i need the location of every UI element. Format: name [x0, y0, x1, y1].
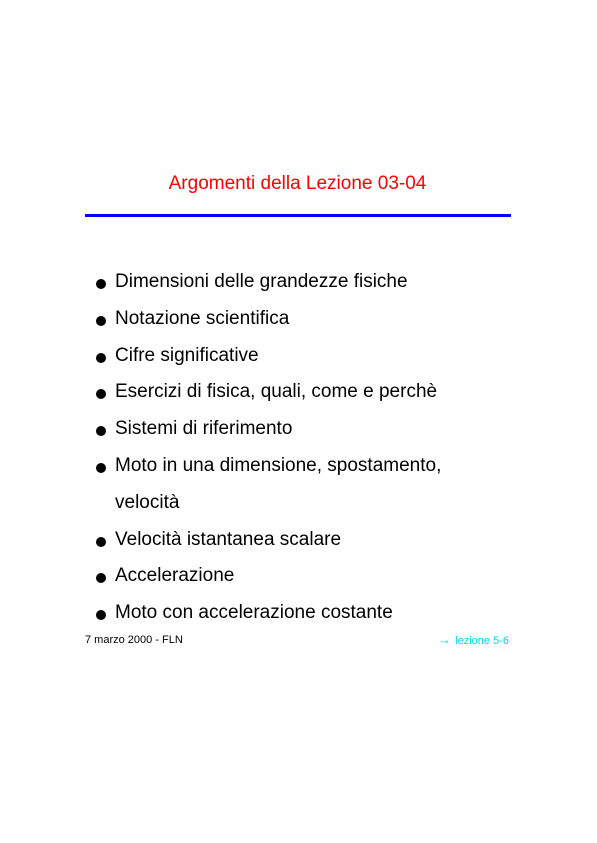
slide-title: Argomenti della Lezione 03-04: [168, 173, 427, 194]
list-item: [96, 411, 516, 448]
list-item: [96, 595, 516, 632]
list-item-text: Notazione scientifica: [115, 307, 290, 329]
list-item-text: Dimensioni delle grandezze fisiche: [115, 271, 408, 292]
footer-date: 7 marzo 2000 - FLN: [85, 634, 183, 646]
topic-list: [96, 264, 516, 632]
list-item: [96, 374, 516, 411]
next-lesson-label: lezione 5-6: [455, 635, 509, 647]
list-item-text: Moto con accelerazione costante: [115, 602, 393, 624]
bullet-icon: [96, 537, 106, 547]
bullet-icon: [96, 610, 106, 620]
list-item-text: Accelerazione: [115, 565, 235, 587]
bullet-icon: [96, 463, 106, 473]
arrow-right-icon: →: [438, 632, 452, 647]
list-item: [96, 338, 516, 375]
list-item-text: Sistemi di riferimento: [115, 418, 293, 440]
list-item-text: Esercizi di fisica, quali, come e perchè: [115, 381, 438, 403]
bullet-icon: [96, 426, 106, 436]
bullet-icon: [96, 316, 106, 326]
list-item-text: Moto in una dimensione, spostamento, velocità: [115, 454, 442, 513]
list-item: [96, 522, 516, 559]
list-item: [96, 264, 516, 301]
list-item: [96, 448, 516, 522]
list-item: [96, 558, 516, 595]
bullet-icon: [96, 279, 106, 289]
next-lesson-link[interactable]: [438, 633, 509, 648]
bullet-icon: [96, 389, 106, 399]
title-divider: [85, 214, 511, 217]
bullet-icon: [96, 573, 106, 583]
list-item: [96, 301, 516, 338]
list-item-text: Cifre significative: [115, 344, 259, 366]
bullet-icon: [96, 353, 106, 363]
list-item-text: Velocità istantanea scalare: [115, 528, 342, 550]
